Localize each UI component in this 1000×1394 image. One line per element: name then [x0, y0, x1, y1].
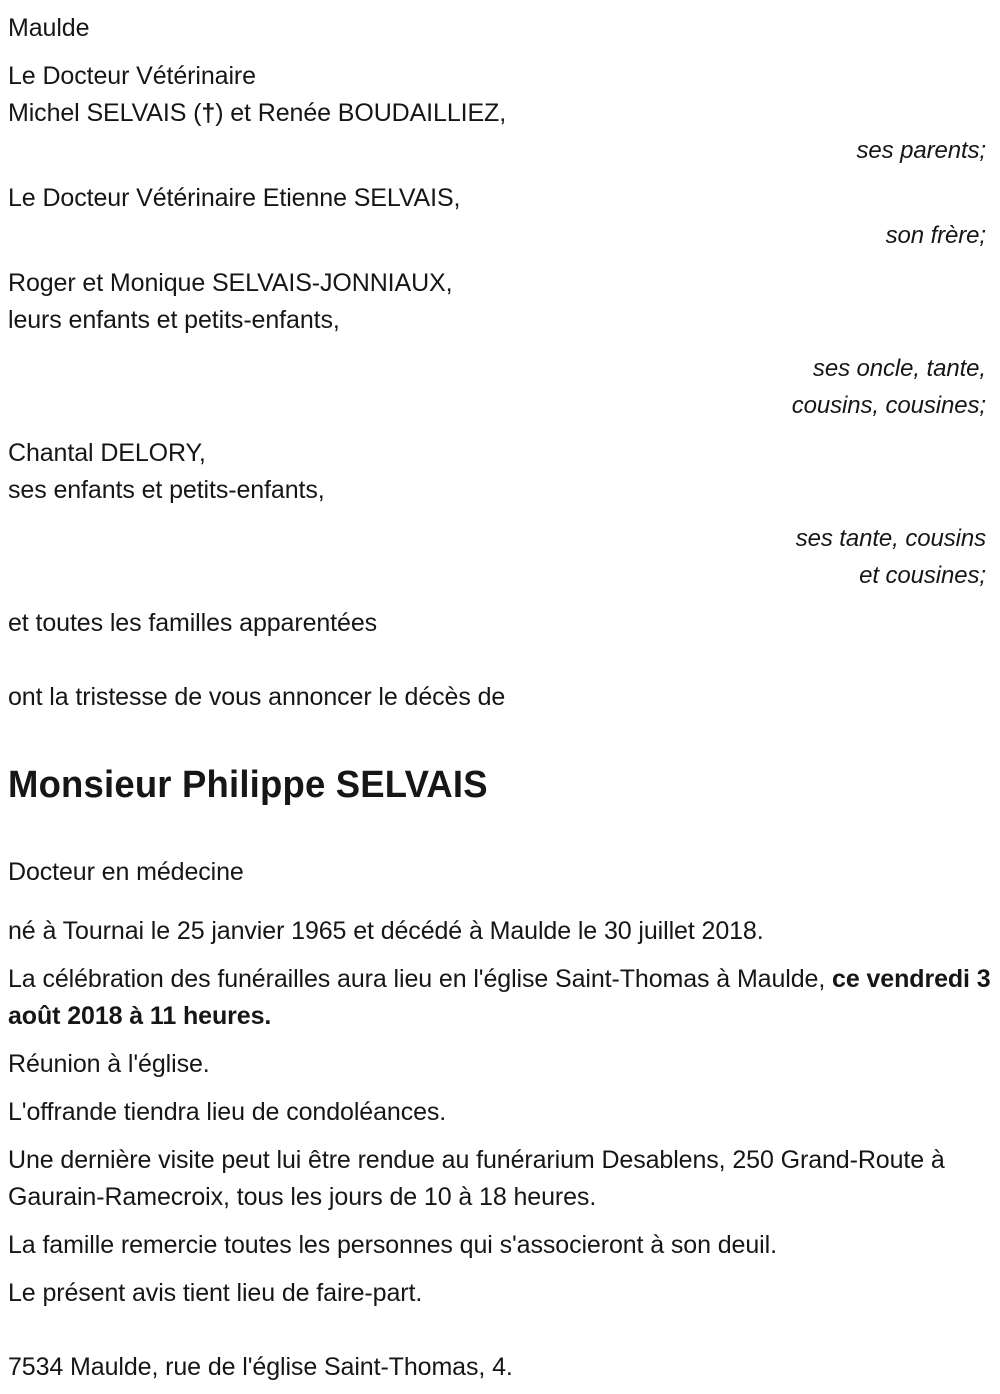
visitation-line: Une dernière visite peut lui être rendue au funérarium Desablens, 250 Grand-Route à Gaurain-Ramecroix, tous les jours de 10 à 18 heures.	[8, 1146, 952, 1211]
family-name-text: Michel SELVAIS (†) et Renée BOUDAILLIEZ,	[8, 99, 507, 127]
relation-line: et cousines;	[859, 562, 986, 589]
family-name-line	[8, 95, 992, 132]
spacer	[8, 339, 992, 350]
gathering-line: Réunion à l'église.	[8, 1050, 210, 1078]
funeral-line	[8, 961, 998, 1035]
spacer	[8, 1083, 992, 1094]
spacer	[8, 716, 992, 762]
family-group-brother	[8, 180, 992, 254]
family-name-line: Le Docteur Vétérinaire Etienne SELVAIS,	[8, 184, 461, 212]
spacer	[8, 1264, 992, 1275]
family-name-line: Chantal DELORY,	[8, 439, 206, 467]
thanks-line: La famille remercie toutes les personnes qui s'associeront à son deuil.	[8, 1231, 777, 1259]
spacer	[8, 891, 992, 913]
birth-death-line: né à Tournai le 25 janvier 1965 et décédé à Maulde le 30 juillet 2018.	[8, 917, 764, 945]
faire-part-line: Le présent avis tient lieu de faire-part.	[8, 1279, 423, 1307]
dagger-icon: †	[201, 99, 216, 127]
relation-label-uncle-aunt-cousins	[8, 350, 992, 424]
family-names	[8, 435, 992, 509]
family-group-parents	[8, 58, 992, 169]
family-name-line: ses enfants et petits-enfants,	[8, 476, 325, 504]
family-names	[8, 58, 992, 132]
spacer	[8, 642, 992, 679]
deceased-name: Monsieur Philippe SELVAIS	[8, 764, 488, 806]
offering-line: L'offrande tiendra lieu de condoléances.	[8, 1098, 447, 1126]
spacer	[8, 1035, 992, 1046]
spacer	[8, 509, 992, 520]
family-names	[8, 265, 992, 339]
family-group-uncle-aunt-cousins	[8, 265, 992, 424]
family-name-line: leurs enfants et petits-enfants,	[8, 306, 340, 334]
funeral-intro-text: La célébration des funérailles aura lieu en l'église Saint-Thomas à Maulde,	[8, 965, 833, 993]
spacer	[8, 950, 992, 961]
spacer	[8, 1312, 992, 1349]
locality-header: Maulde	[8, 14, 90, 42]
service-details	[8, 961, 998, 1312]
spacer	[8, 1131, 992, 1142]
family-name-line: Roger et Monique SELVAIS-JONNIAUX,	[8, 269, 453, 297]
family-name-line: Le Docteur Vétérinaire	[8, 62, 256, 90]
relation-label-aunt-cousins	[8, 520, 992, 594]
spacer	[8, 1216, 992, 1227]
deceased-profession: Docteur en médecine	[8, 858, 244, 886]
family-names	[8, 180, 992, 217]
relation-line: ses oncle, tante,	[812, 355, 986, 382]
relation-line: son frère;	[885, 222, 986, 249]
spacer	[8, 254, 992, 265]
announcement-line: ont la tristesse de vous annoncer le décès de	[8, 683, 506, 711]
family-group-aunt-cousins	[8, 435, 992, 594]
relation-label-parents	[8, 132, 992, 169]
spacer	[8, 808, 992, 854]
related-families-line: et toutes les familles apparentées	[8, 609, 378, 637]
relation-line: ses tante, cousins	[795, 525, 986, 552]
address-line: 7534 Maulde, rue de l'église Saint-Thomas, 4.	[8, 1353, 513, 1381]
spacer	[8, 424, 992, 435]
relation-label-brother	[8, 217, 992, 254]
funeral-datetime: ce vendredi 3 août 2018 à 11 heures.	[8, 965, 998, 1030]
spacer	[8, 594, 992, 605]
spacer	[8, 47, 992, 58]
relation-line: cousins, cousines;	[791, 392, 986, 419]
spacer	[8, 169, 992, 180]
relation-line: ses parents;	[856, 137, 986, 164]
